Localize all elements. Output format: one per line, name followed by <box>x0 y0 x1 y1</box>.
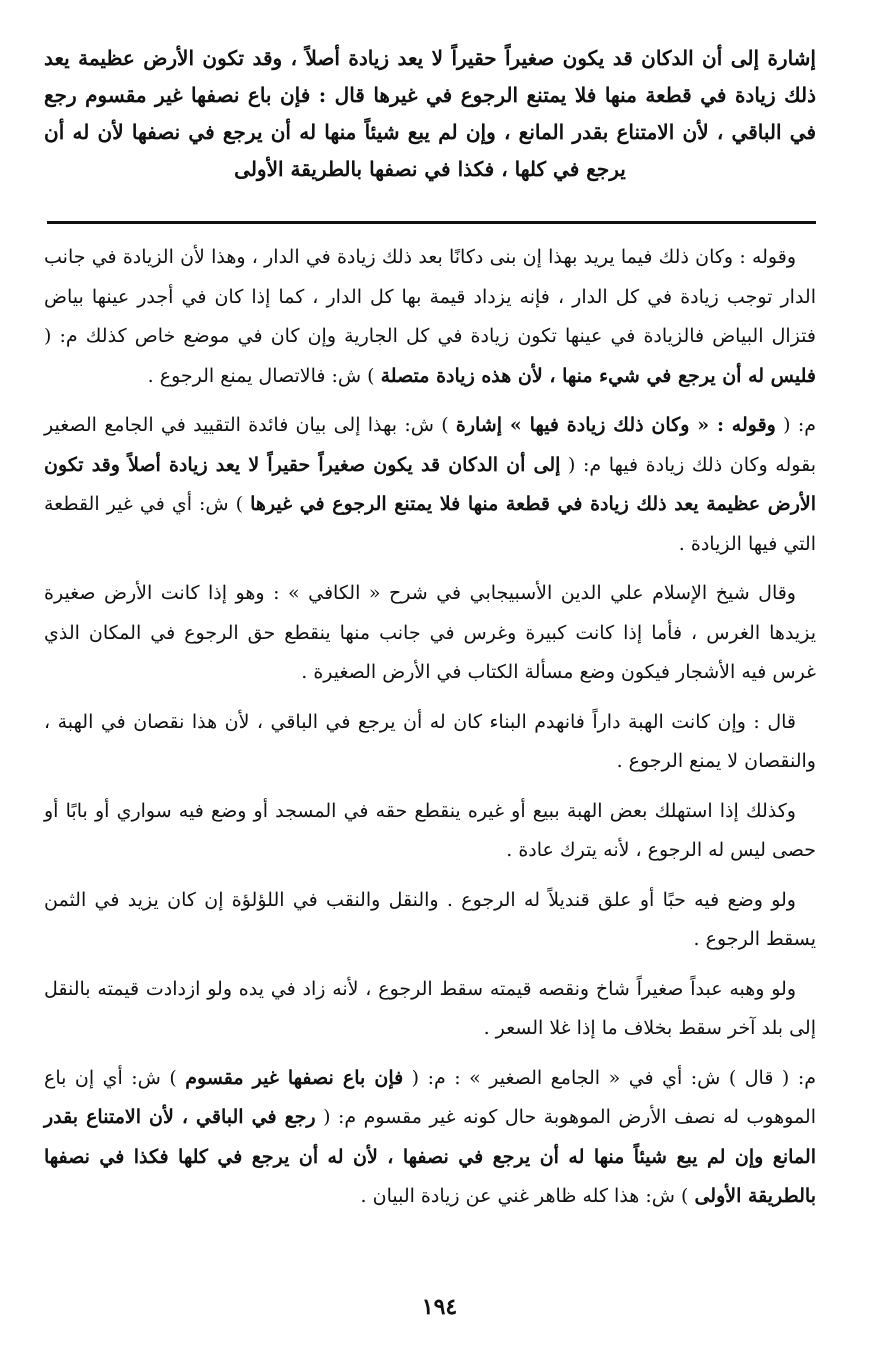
commentary-text: وكذلك إذا استهلك بعض الهبة ببيع أو غيره ينقطع حقه في المسجد أو وضع فيه سواري أو بابًا أو حصى ليس له الرجوع ، لأنه يترك عادة . <box>44 799 816 861</box>
commentary-paragraph <box>44 703 816 782</box>
commentary-paragraph <box>44 406 816 564</box>
separator-rule <box>47 221 816 224</box>
commentary-text: ) ش: أي إن باع الموهوب له نصف الأرض الموهوبة حال كونه غير مقسوم م: ( <box>44 1066 816 1128</box>
quoted-matn-text: رجع في الباقي ، لأن الامتناع بقدر المانع وإن لم يبع شيئاً منها له أن يرجع في نصفها ، لأن له أن يرجع في كلها فكذا في نصفها بالطريقة الأولى <box>44 1106 816 1207</box>
quoted-matn-text: فليس له أن يرجع في شيء منها ، لأن هذه زيادة متصلة <box>380 364 816 387</box>
commentary-text: ولو وهبه عبداً صغيراً شاخ ونقصه قيمته سقط الرجوع ، لأنه زاد في يده ولو ازدادت قيمته بالنقل إلى بلد آخر سقط بخلاف ما إذا غلا السعر . <box>44 977 816 1039</box>
page-number: ١٩٤ <box>421 1294 458 1320</box>
commentary-paragraph <box>44 238 816 396</box>
commentary-text: ولو وضع فيه حبًا أو علق قنديلاً له الرجوع . والنقل والنقب في اللؤلؤة إن كان يزيد في الثمن يسقط الرجوع . <box>44 888 816 950</box>
commentary-paragraph <box>44 1059 816 1217</box>
quoted-matn-text: وقوله : « وكان ذلك زيادة فيها » إشارة <box>455 414 776 436</box>
commentary-text: ) ش: فالاتصال يمنع الرجوع . <box>147 364 381 387</box>
matn-text: إشارة إلى أن الدكان قد يكون صغيراً حقيراً لا يعد زيادة أصلاً ، وقد تكون الأرض عظيمة يعد ذلك زيادة في قطعة منها فلا يمتنع الرجوع في غيرها قال : فإن باع نصفها غير مقسوم رجع في الباقي ، لأن الامتناع بقدر المانع ، وإن لم يبع شيئاً منها له أن يرجع في نصفها لأن له أن يرجع في كلها ، فكذا في نصفها بالطريقة الأولى <box>44 46 816 181</box>
commentary-paragraph <box>44 881 816 960</box>
commentary-text: وقوله : وكان ذلك فيما يريد بهذا إن بنى دكانًا بعد ذلك زيادة في الدار ، وهذا لأن الزيادة في جانب الدار توجب زيادة في كل الدار ، فإنه يزداد قيمة بها كل الدار ، كما إذا كان في أجدر عينها بياض فتزال البياض فالزيادة في عينها تكون زيادة في كل الجارية وإن كان في موضع خاص كذلك م: ( <box>44 246 816 347</box>
quoted-matn-text: فإن باع نصفها غير مقسوم <box>185 1066 404 1089</box>
commentary <box>44 238 816 1217</box>
commentary-text: قال : وإن كانت الهبة داراً فانهدم البناء كان له أن يرجع في الباقي ، لأن هذا نقصان في الهبة ، والنقصان لا يمنع الرجوع . <box>44 710 816 772</box>
commentary-paragraph <box>44 574 816 693</box>
commentary-paragraph <box>44 970 816 1049</box>
quoted-matn-text: إلى أن الدكان قد يكون صغيراً حقيراً لا يعد زيادة أصلاً وقد تكون الأرض عظيمة يعد ذلك زيادة في قطعة منها فلا يمتنع الرجوع في غيرها <box>44 453 816 515</box>
commentary-text: م: ( <box>775 414 816 436</box>
commentary-text: ) ش: أي في غير القطعة التي فيها الزيادة . <box>44 493 816 555</box>
commentary-paragraph <box>44 792 816 871</box>
commentary-text: م: ( قال ) ش: أي في « الجامع الصغير » : م: ( <box>403 1066 816 1089</box>
commentary-text: ) ش: هذا كله ظاهر غني عن زيادة البيان . <box>360 1185 695 1207</box>
page-body <box>44 40 816 1227</box>
commentary-text: ) ش: بهذا إلى بيان فائدة التقييد في الجامع الصغير بقوله وكان ذلك زيادة فيها م: ( <box>44 414 816 476</box>
commentary-text: وقال شيخ الإسلام علي الدين الأسبيجابي في شرح « الكافي » : وهو إذا كانت الأرض صغيرة يزيدها الغرس ، فأما إذا كانت كبيرة وغرس في جانب منها ينقطع حق الرجوع في المكان الذي غرس فيه الأشجار فيكون وضع مسألة الكتاب في الأرض الصغيرة . <box>44 582 816 683</box>
